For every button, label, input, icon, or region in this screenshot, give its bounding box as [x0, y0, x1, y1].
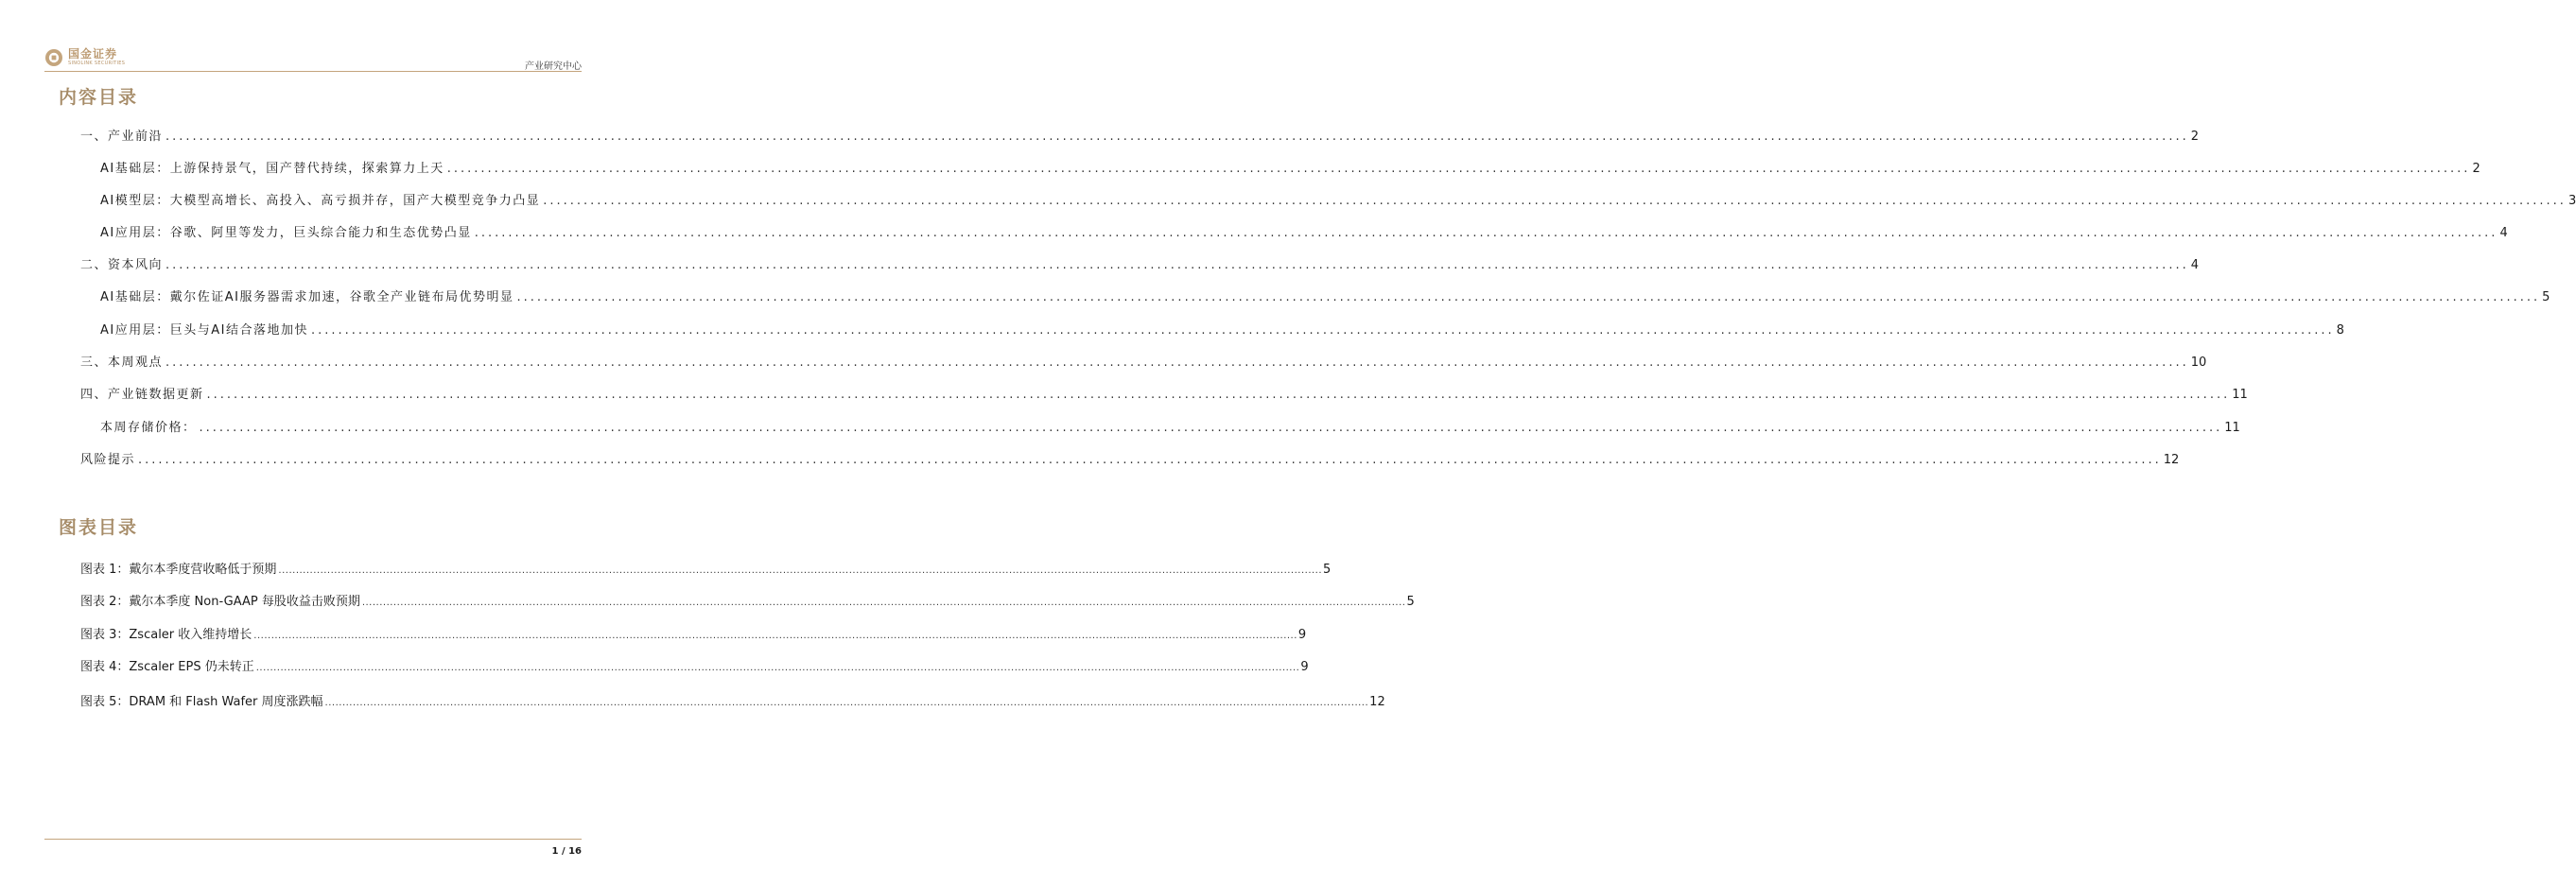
- page-header: [0, 0, 626, 72]
- figure-entry-number: 图表 2：: [80, 595, 130, 609]
- figure-leader-dots: ............................................................................................................................................................................................................................................................................................................: [361, 598, 1406, 608]
- figure-entry[interactable]: [80, 691, 1385, 709]
- toc-entry-label: 风险提示: [80, 453, 136, 467]
- toc-leader-dots: ............................................................................................................................................................................................................................................................................................................: [446, 162, 2471, 176]
- toc-entry-label: 四、产业链数据更新: [80, 388, 204, 402]
- logo-chinese-name: 国金证券: [68, 47, 118, 61]
- toc-entry-label: AI应用层：巨头与AI结合落地加快: [100, 323, 308, 338]
- toc-entry-page: 8: [2336, 323, 2344, 338]
- toc-entry-page: 5: [2542, 290, 2550, 304]
- figure-leader-dots: ............................................................................................................................................................................................................................................................................................................: [255, 663, 1300, 673]
- toc-entry-label: 一、产业前沿: [80, 130, 164, 144]
- figure-entry-number: 图表 5：: [80, 695, 130, 709]
- toc-entry[interactable]: [80, 254, 2199, 272]
- department-label: 产业研究中心: [525, 61, 582, 72]
- toc-leader-dots: ............................................................................................................................................................................................................................................................................................................: [516, 290, 2541, 304]
- logo-english-name: SINOLINK SECURITIES: [68, 61, 126, 66]
- footer-divider: [44, 839, 582, 840]
- toc-leader-dots: ............................................................................................................................................................................................................................................................................................................: [543, 194, 2567, 208]
- figure-entry[interactable]: [80, 591, 1415, 609]
- toc-leader-dots: ............................................................................................................................................................................................................................................................................................................: [165, 258, 2189, 272]
- toc-leader-dots: ............................................................................................................................................................................................................................................................................................................: [474, 226, 2498, 240]
- figure-entry-page: 9: [1300, 660, 1309, 674]
- figures-title: 图表目录: [59, 517, 139, 538]
- figure-entry-title: Zscaler 收入维持增长: [129, 628, 252, 642]
- figure-entry-page: 5: [1323, 563, 1332, 577]
- header-divider: [44, 71, 582, 72]
- toc-leader-dots: ............................................................................................................................................................................................................................................................................................................: [199, 421, 2223, 435]
- toc-entry-page: 2: [2190, 130, 2199, 144]
- figure-entry[interactable]: [80, 624, 1307, 642]
- company-logo: [44, 46, 125, 69]
- toc-entry[interactable]: [80, 384, 2248, 402]
- figure-entry[interactable]: [80, 559, 1332, 577]
- toc-leader-dots: ............................................................................................................................................................................................................................................................................................................: [165, 130, 2189, 144]
- toc-entry-page: 10: [2190, 356, 2207, 370]
- toc-entry-label: AI基础层：戴尔佐证AI服务器需求加速，谷歌全产业链布局优势明显: [100, 290, 514, 304]
- toc-entry[interactable]: [100, 417, 2240, 435]
- figure-entry-page: 5: [1406, 595, 1415, 609]
- figure-entry-page: 9: [1297, 628, 1307, 642]
- toc-entry-label: AI模型层：大模型高增长、高投入、高亏损并存，国产大模型竞争力凸显: [100, 194, 541, 208]
- toc-leader-dots: ............................................................................................................................................................................................................................................................................................................: [206, 388, 2231, 402]
- toc-entry-page: 3: [2567, 194, 2576, 208]
- toc-leader-dots: ............................................................................................................................................................................................................................................................................................................: [310, 323, 2335, 338]
- figure-entry-title: DRAM 和 Flash Wafer 周度涨跌幅: [129, 695, 323, 709]
- toc-entry-page: 12: [2163, 453, 2180, 467]
- toc-entry[interactable]: [100, 158, 2480, 176]
- page-number: 1 / 16: [551, 846, 582, 857]
- figure-leader-dots: ............................................................................................................................................................................................................................................................................................................: [253, 631, 1297, 641]
- toc-entry-label: 本周存储价格：: [100, 421, 197, 435]
- figure-entry-title: 戴尔本季度 Non-GAAP 每股收益击败预期: [129, 595, 360, 609]
- figure-entry-number: 图表 4：: [80, 660, 130, 674]
- toc-entry-label: AI基础层：上游保持景气，国产替代持续，探索算力上天: [100, 162, 444, 176]
- figure-leader-dots: ............................................................................................................................................................................................................................................................................................................: [278, 565, 1323, 576]
- figure-entry[interactable]: [80, 656, 1309, 674]
- toc-leader-dots: ............................................................................................................................................................................................................................................................................................................: [138, 453, 2162, 467]
- toc-entry[interactable]: [100, 222, 2508, 240]
- figure-entry-number: 图表 1：: [80, 563, 130, 577]
- logo-icon: [44, 48, 63, 67]
- toc-entry-page: 11: [2224, 421, 2240, 435]
- toc-entry-page: 2: [2472, 162, 2480, 176]
- toc-entry-page: 4: [2499, 226, 2508, 240]
- toc-entry[interactable]: [100, 286, 2550, 304]
- toc-leader-dots: ............................................................................................................................................................................................................................................................................................................: [165, 356, 2189, 370]
- toc-entry-page: 11: [2232, 388, 2248, 402]
- toc-entry-page: 4: [2190, 258, 2199, 272]
- toc-entry-label: 三、本周观点: [80, 356, 164, 370]
- toc-entry[interactable]: [80, 352, 2207, 370]
- figure-entry-number: 图表 3：: [80, 628, 130, 642]
- toc-entry[interactable]: [100, 320, 2344, 338]
- toc-entry[interactable]: [80, 449, 2180, 467]
- toc-title: 内容目录: [59, 87, 139, 108]
- figure-leader-dots: ............................................................................................................................................................................................................................................................................................................: [324, 698, 1369, 708]
- figure-entry-page: 12: [1369, 695, 1385, 709]
- toc-entry-label: AI应用层：谷歌、阿里等发力，巨头综合能力和生态优势凸显: [100, 226, 472, 240]
- figure-entry-title: Zscaler EPS 仍未转正: [129, 660, 254, 674]
- toc-entry[interactable]: [100, 190, 2576, 208]
- toc-entry-label: 二、资本风向: [80, 258, 164, 272]
- toc-entry[interactable]: [80, 126, 2199, 144]
- figure-entry-title: 戴尔本季度营收略低于预期: [129, 563, 277, 577]
